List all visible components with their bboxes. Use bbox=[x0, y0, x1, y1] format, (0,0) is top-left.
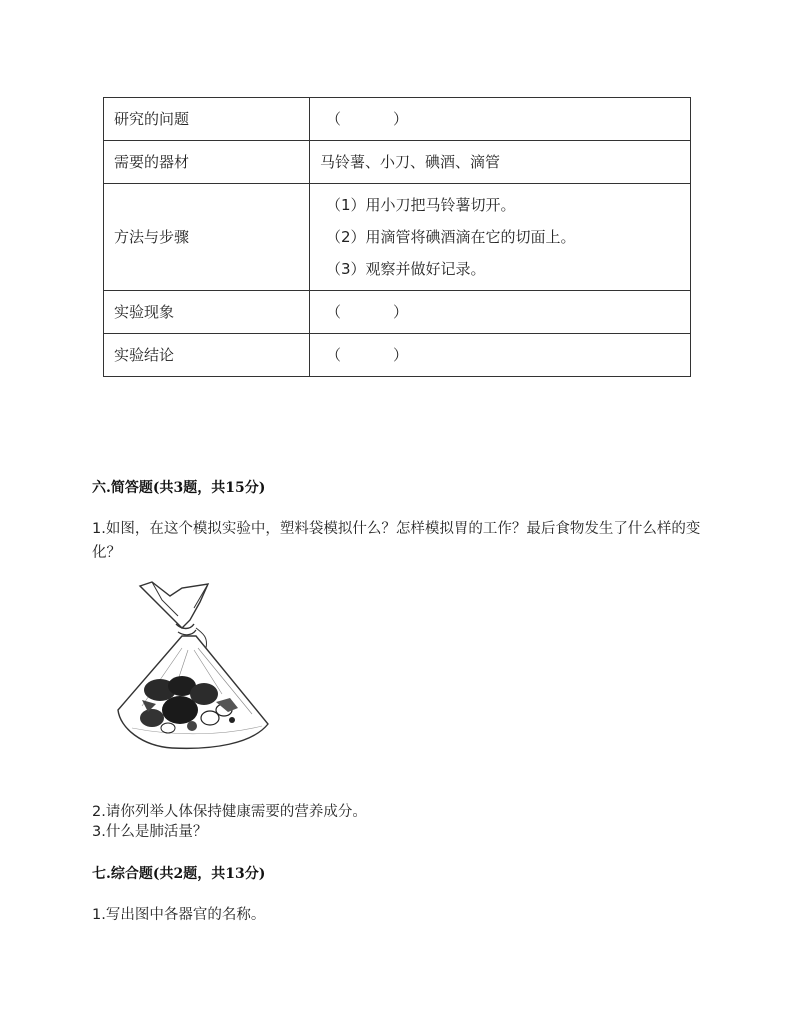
experiment-table bbox=[103, 97, 691, 377]
question-6-3: 3.什么是肺活量？ bbox=[92, 824, 208, 840]
section-7-title: 七.综合题(共2题，共13分) bbox=[92, 866, 266, 882]
section-6-title: 六.简答题(共3题，共15分) bbox=[92, 480, 266, 496]
question-7-1: 1.写出图中各器官的名称。 bbox=[92, 907, 266, 923]
row-label: 实验结论 bbox=[104, 334, 310, 377]
step-item: （2）用滴管将碘酒滴在它的切面上。 bbox=[326, 228, 576, 246]
row-value: 马铃薯、小刀、碘酒、滴管 bbox=[310, 141, 691, 184]
row-label: 实验现象 bbox=[104, 291, 310, 334]
row-value-blank: （ ） bbox=[310, 334, 691, 377]
table-row bbox=[104, 291, 691, 334]
table-row bbox=[104, 141, 691, 184]
row-value-blank: （ ） bbox=[310, 291, 691, 334]
row-label: 方法与步骤 bbox=[104, 184, 310, 291]
row-label: 研究的问题 bbox=[104, 98, 310, 141]
row-steps bbox=[310, 184, 691, 291]
plastic-bag-illustration bbox=[112, 578, 272, 768]
table-row bbox=[104, 334, 691, 377]
row-label: 需要的器材 bbox=[104, 141, 310, 184]
step-item: （1）用小刀把马铃薯切开。 bbox=[326, 196, 516, 214]
row-value-blank: （ ） bbox=[310, 98, 691, 141]
step-item: （3）观察并做好记录。 bbox=[326, 260, 486, 278]
question-6-1: 1.如图，在这个模拟实验中，塑料袋模拟什么？怎样模拟胃的工作？最后食物发生了什么样的变化？ bbox=[92, 521, 701, 561]
table-row bbox=[104, 98, 691, 141]
table-row bbox=[104, 184, 691, 291]
question-6-2: 2.请你列举人体保持健康需要的营养成分。 bbox=[92, 804, 367, 820]
